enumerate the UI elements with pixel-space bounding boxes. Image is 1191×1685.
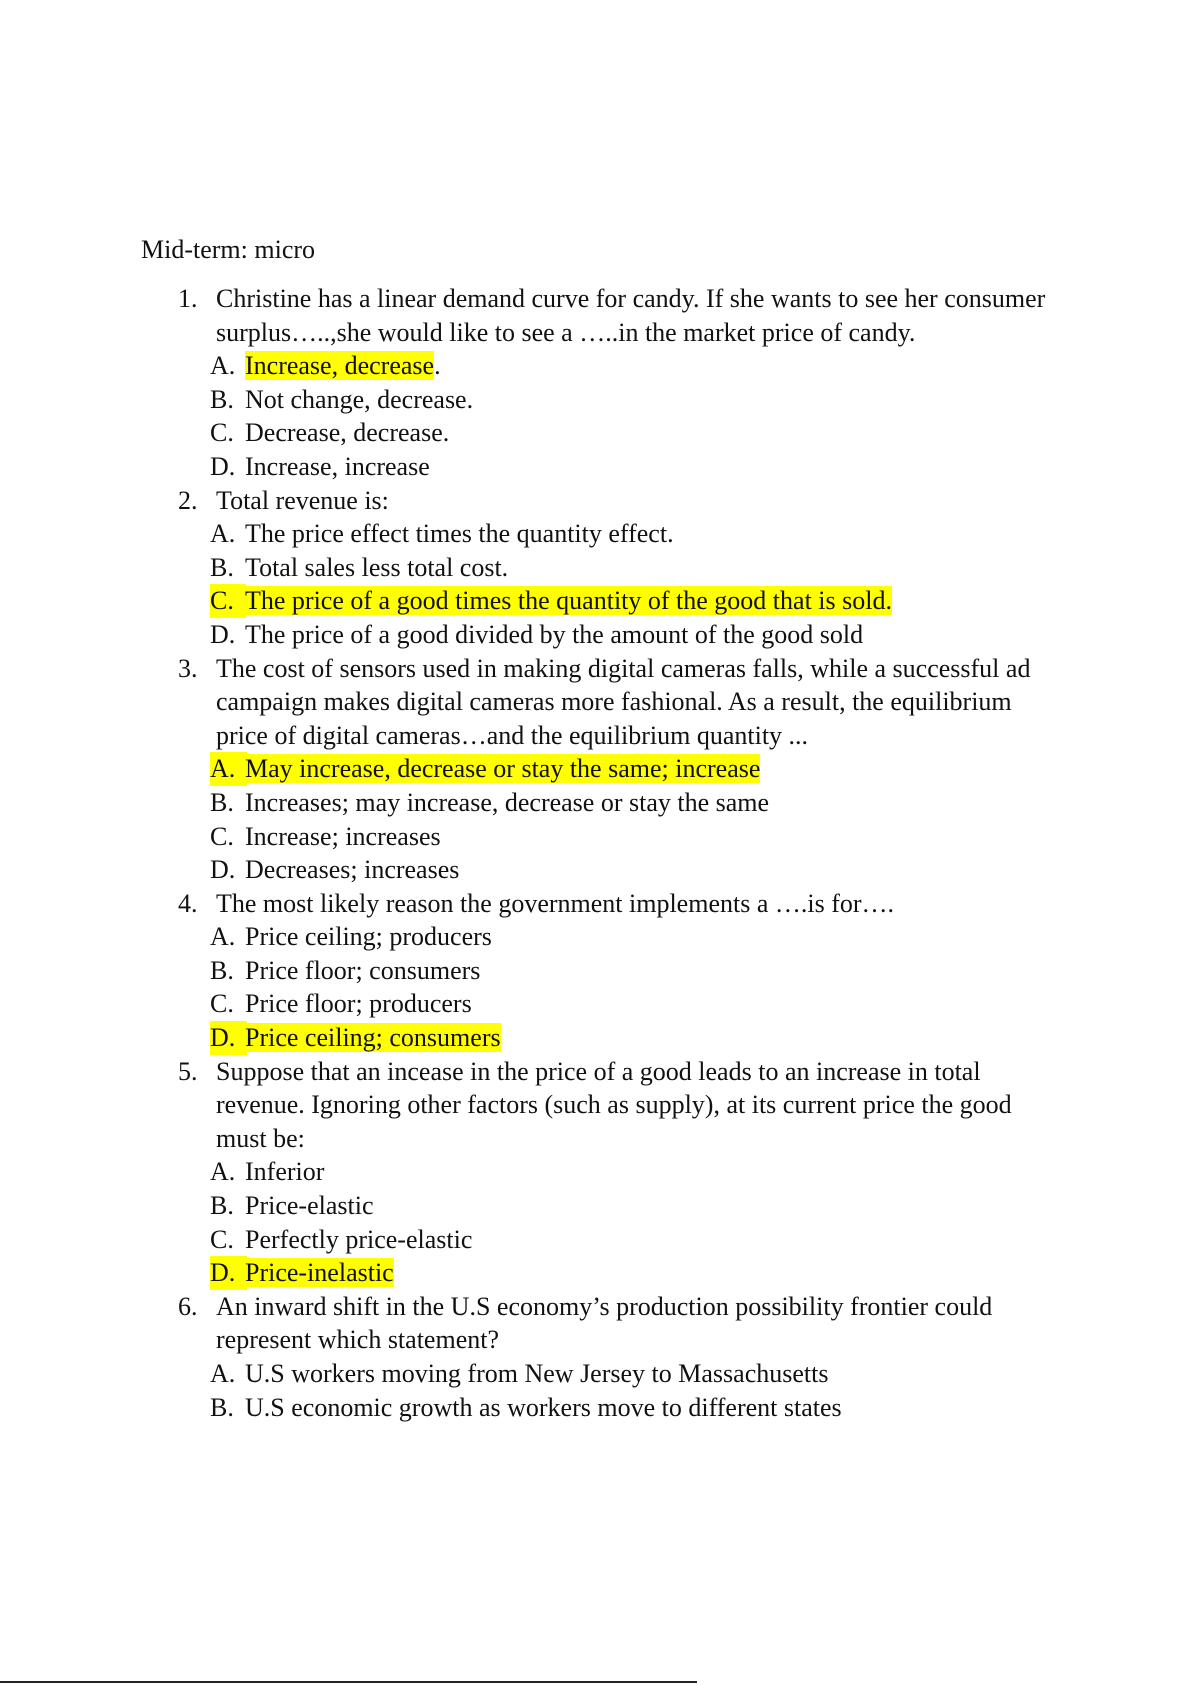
question-number: 3. [178,653,198,683]
option-letter: A. [210,752,247,786]
answer-option [0,1256,1191,1290]
option-label: Not change, decrease. [245,384,474,414]
option-letter: A. [210,1359,236,1388]
answer-option [0,618,1191,652]
option-letter: C. [210,1224,234,1254]
question-number: 1. [178,284,198,313]
question-3 [0,652,1191,887]
question-text: An inward shift in the U.S economy’s production possibility frontier could represent which statement? [216,1291,993,1355]
option-label: Increase; increases [245,821,441,851]
option-text-wrapper [245,1256,394,1290]
question-4 [0,887,1191,1055]
question-number: 6. [178,1291,198,1321]
answer-options [0,349,1191,483]
answer-option [0,1357,1191,1391]
question-number: 4. [178,888,198,918]
answer-option [0,517,1191,551]
option-text-wrapper [245,1155,324,1189]
option-text-wrapper [245,551,508,585]
option-text-wrapper [245,416,449,450]
option-label: Price floor; producers [245,989,472,1019]
answer-option [0,1223,1191,1257]
option-text-wrapper [245,920,492,954]
option-label: Total sales less total cost. [245,552,509,582]
answer-option [0,954,1191,988]
option-text-wrapper [245,517,674,551]
option-label: The price of a good divided by the amount of the good sold [245,619,864,649]
answer-option [0,551,1191,585]
question-text: The most likely reason the government implements a ….is for…. [216,888,895,918]
answer-option [0,987,1191,1021]
option-letter: B. [210,552,234,582]
option-label: Price ceiling; consumers [245,1023,501,1053]
option-label: Price-elastic [245,1191,374,1221]
question-number: 2. [178,485,198,515]
option-label: Decrease, decrease. [245,418,450,448]
answer-option [0,920,1191,954]
option-letter: C. [210,584,246,618]
answer-option [0,853,1191,887]
option-label: Increases; may increase, decrease or stay the same [245,787,770,817]
option-label: U.S economic growth as workers move to different states [245,1392,842,1422]
option-label: Increase, decrease [245,351,435,381]
answer-options [0,1155,1191,1289]
answer-options [0,752,1191,886]
question-text: Suppose that an incease in the price of a good leads to an increase in total revenue. Ignoring other factors (such as supply), at its current price the good must be: [216,1056,1012,1153]
answer-options [0,920,1191,1054]
option-letter: D. [210,451,236,481]
answer-option [0,1391,1191,1425]
option-letter: A. [210,922,236,952]
option-text-wrapper [245,1391,842,1425]
question-number: 5. [178,1056,198,1086]
option-text-wrapper [245,954,480,988]
option-letter: D. [210,855,236,885]
question-list [0,282,1191,1424]
option-text-wrapper [245,584,892,618]
answer-options [0,1357,1191,1424]
option-suffix: . [434,351,441,381]
option-label: Price floor; consumers [245,955,481,985]
option-label: The price of a good times the quantity of the good that is sold. [245,586,892,616]
option-text-wrapper [245,1189,374,1223]
question-6 [0,1290,1191,1424]
option-letter: B. [210,1392,234,1422]
option-label: Inferior [245,1157,325,1187]
option-text-wrapper [245,820,441,854]
answer-option [0,752,1191,786]
option-label: Increase, increase [245,451,430,481]
answer-option [0,786,1191,820]
answer-option [0,416,1191,450]
option-text-wrapper [245,853,459,887]
option-text-wrapper [245,1223,472,1257]
answer-option [0,820,1191,854]
option-text-wrapper [245,383,473,417]
question-text: The cost of sensors used in making digital cameras falls, while a successful ad campaign makes digital cameras more fashional. As a result, the equilibrium price of digital cameras…and the equilibrium quantity ... [216,653,1031,750]
option-text-wrapper [245,786,769,820]
option-text-wrapper [245,618,863,652]
option-letter: B. [210,384,234,414]
answer-option [0,450,1191,484]
option-text-wrapper [245,349,441,383]
option-text-wrapper [245,987,472,1021]
option-letter: B. [210,1191,234,1221]
option-label: Perfectly price-elastic [245,1224,473,1254]
option-letter: D. [210,1256,247,1290]
question-text: Christine has a linear demand curve for candy. If she wants to see her consumer surplus…..,she would like to see a …..in the market price of candy. [216,284,1046,347]
answer-option [0,349,1191,383]
answer-options [0,517,1191,651]
answer-option [0,1155,1191,1189]
option-text-wrapper [245,752,760,786]
question-1 [0,282,1191,484]
option-letter: C. [210,418,234,448]
option-text-wrapper [245,450,430,484]
option-letter: A. [210,1157,236,1187]
option-label: May increase, decrease or stay the same; increase [245,754,761,784]
question-5 [0,1055,1191,1290]
option-label: Price-inelastic [245,1258,394,1288]
option-letter: D. [210,1021,247,1055]
option-letter: A. [210,519,236,549]
option-letter: B. [210,787,234,817]
answer-option [0,383,1191,417]
document-title: Mid-term: micro [141,235,316,264]
answer-option [0,584,1191,618]
answer-option [0,1021,1191,1055]
option-letter: B. [210,955,234,985]
option-label: The price effect times the quantity effect. [245,519,674,549]
answer-option [0,1189,1191,1223]
option-text-wrapper [245,1357,828,1391]
question-2 [0,484,1191,652]
option-letter: C. [210,989,234,1019]
option-letter: C. [210,821,234,851]
question-text: Total revenue is: [216,485,389,515]
option-letter: A. [210,351,236,381]
option-label: Decreases; increases [245,855,460,885]
option-letter: D. [210,619,236,649]
option-text-wrapper [245,1021,501,1055]
option-label: Price ceiling; producers [245,922,492,952]
page-footer-divider [0,1681,697,1683]
option-label: U.S workers moving from New Jersey to Massachusetts [245,1359,829,1388]
